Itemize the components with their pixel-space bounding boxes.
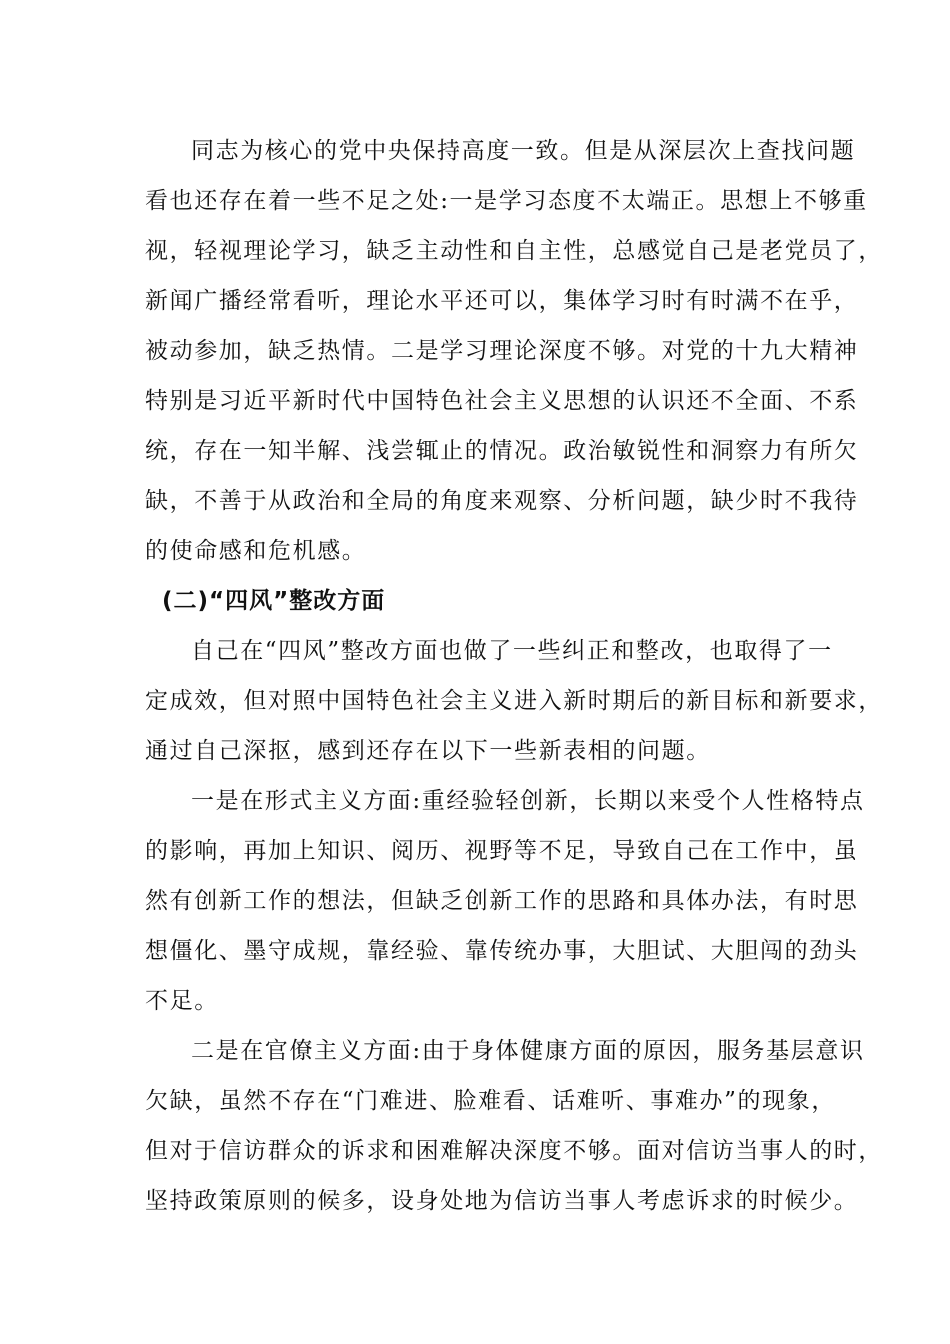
paragraph-line: 欠缺，虽然不存在“门难进、脸难看、话难听、事难办”的现象， xyxy=(145,1088,836,1114)
paragraph-line: 定成效，但对照中国特色社会主义进入新时期后的新目标和新要求， xyxy=(145,688,883,714)
paragraph-line: 然有创新工作的想法，但缺乏创新工作的思路和具体办法，有时思 xyxy=(145,888,859,914)
paragraph-line: 新闻广播经常看听，理论水平还可以，集体学习时有时满不在乎， xyxy=(145,288,859,314)
paragraph-line: 特别是习近平新时代中国特色社会主义思想的认识还不全面、不系 xyxy=(145,388,859,414)
paragraph-line: 但对于信访群众的诉求和困难解决深度不够。面对信访当事人的时， xyxy=(145,1138,883,1164)
paragraph-line: 的使命感和危机感。 xyxy=(145,538,367,564)
paragraph-line: 想僵化、墨守成规，靠经验、靠传统办事，大胆试、大胆闯的劲头 xyxy=(145,938,859,964)
paragraph-line: 一是在形式主义方面:重经验轻创新，长期以来受个人性格特点 xyxy=(191,788,865,814)
paragraph-line: 被动参加，缺乏热情。二是学习理论深度不够。对党的十九大精神 xyxy=(145,338,859,364)
section-heading: (二)“四风”整改方面 xyxy=(162,588,386,614)
paragraph-line: 缺，不善于从政治和全局的角度来观察、分析问题，缺少时不我待 xyxy=(145,488,859,514)
paragraph-line: 统，存在一知半解、浅尝辄止的情况。政治敏锐性和洞察力有所欠 xyxy=(145,438,859,464)
paragraph-line: 通过自己深抠，感到还存在以下一些新表相的问题。 xyxy=(145,738,711,764)
paragraph-line: 自己在“四风”整改方面也做了一些纠正和整改，也取得了一 xyxy=(191,638,833,664)
paragraph-line: 二是在官僚主义方面:由于身体健康方面的原因，服务基层意识 xyxy=(191,1038,865,1064)
paragraph-line: 坚持政策原则的候多，设身处地为信访当事人考虑诉求的时候少。 xyxy=(145,1188,859,1214)
paragraph-line: 不足。 xyxy=(145,988,219,1014)
paragraph-line: 同志为核心的党中央保持高度一致。但是从深层次上查找问题 xyxy=(191,138,856,164)
paragraph-line: 看也还存在着一些不足之处:一是学习态度不太端正。思想上不够重 xyxy=(145,188,868,214)
paragraph-line: 的影响，再加上知识、阅历、视野等不足，导致自己在工作中，虽 xyxy=(145,838,859,864)
paragraph-line: 视，轻视理论学习，缺乏主动性和自主性，总感觉自己是老党员了， xyxy=(145,238,883,264)
